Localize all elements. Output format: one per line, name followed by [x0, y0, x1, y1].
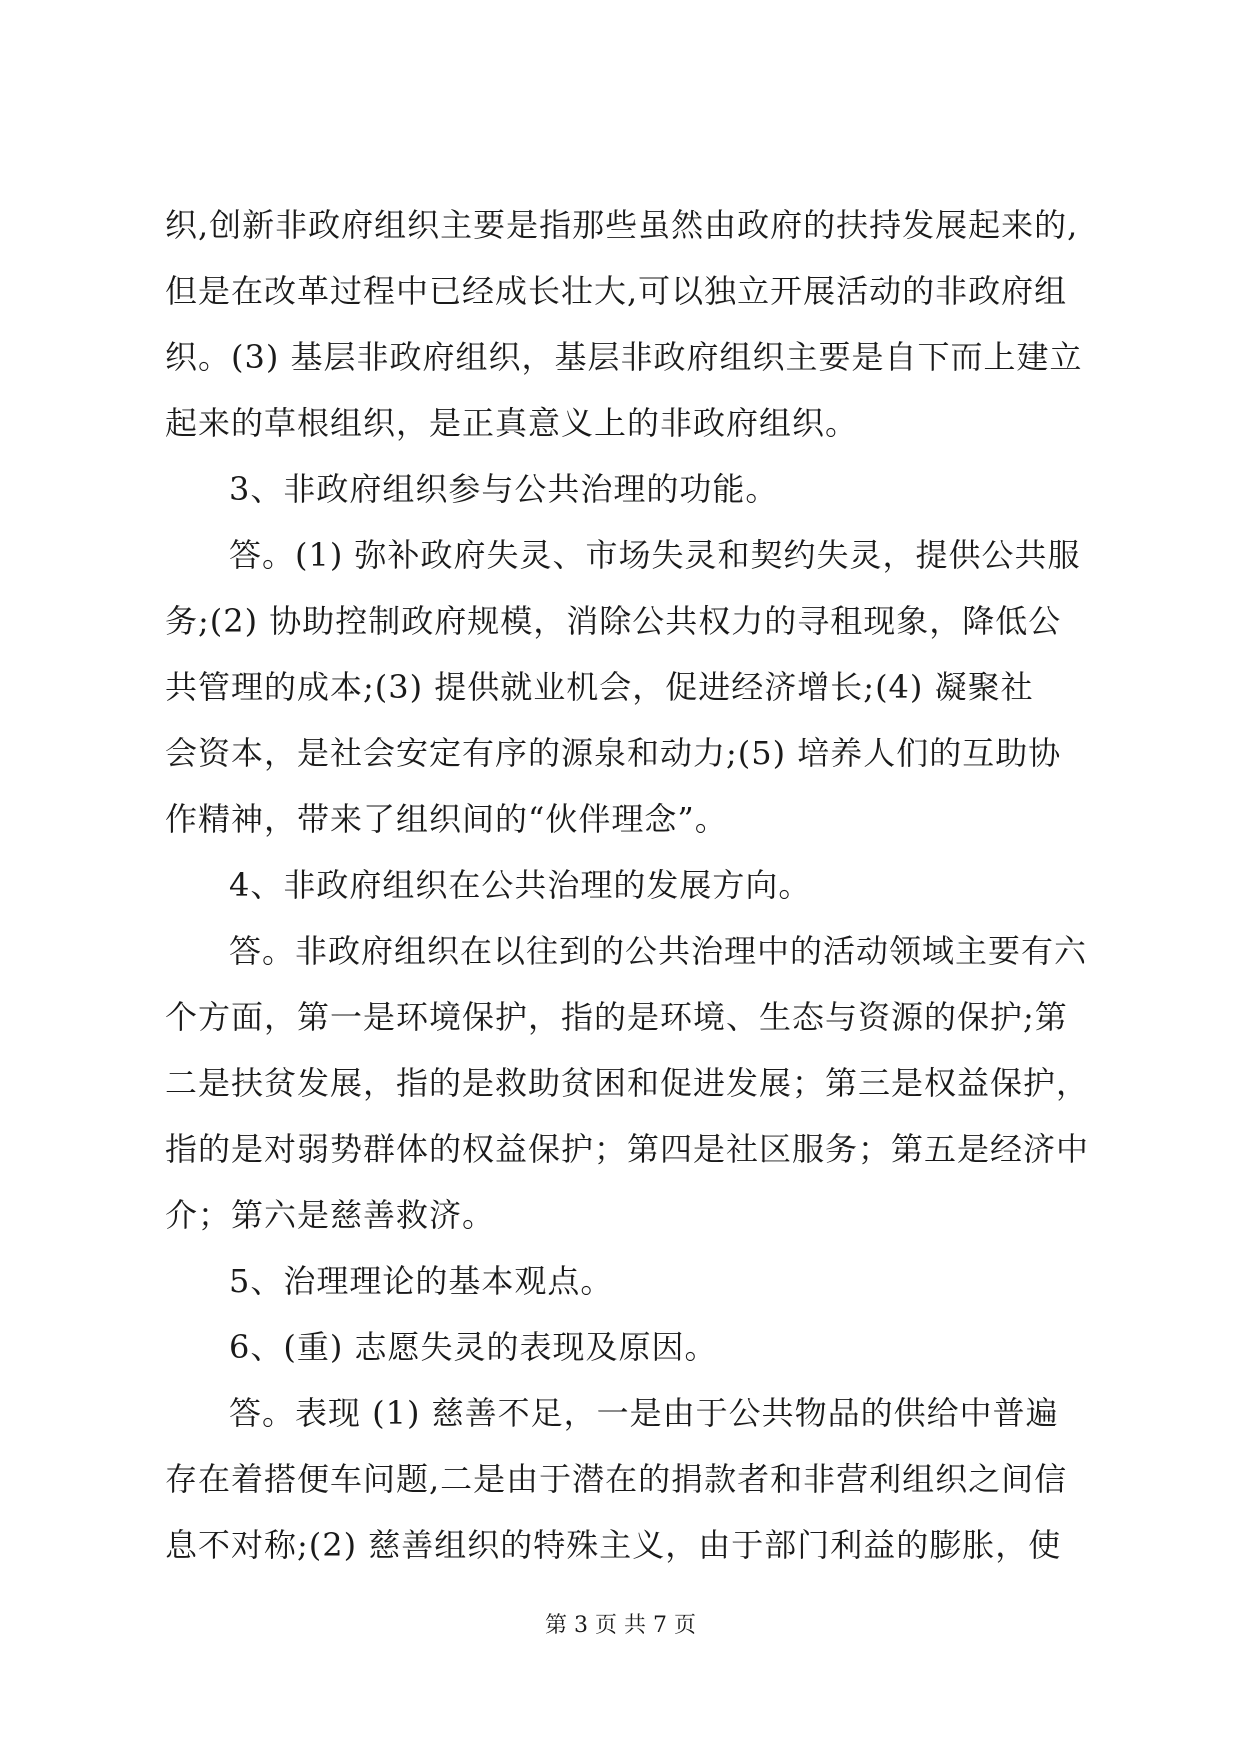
section-heading: 5、治理理论的基本观点。: [229, 1262, 614, 1300]
section-heading: 4、非政府组织在公共治理的发展方向。: [229, 866, 812, 904]
text-line: 介；第六是慈善救济。: [165, 1196, 496, 1234]
text-line: 存在着搭便车问题,二是由于潜在的捐款者和非营利组织之间信: [165, 1460, 1068, 1498]
section-heading: 6、(重) 志愿失灵的表现及原因。: [229, 1328, 718, 1366]
text-line: 起来的草根组织，是正真意义上的非政府组织。: [165, 404, 859, 442]
text-line: 息不对称;(2) 慈善组织的特殊主义，由于部门利益的膨胀，使: [165, 1526, 1062, 1564]
text-line: 二是扶贫发展，指的是救助贫困和促进发展；第三是权益保护，: [165, 1064, 1090, 1102]
text-line: 共管理的成本;(3) 提供就业机会，促进经济增长;(4) 凝聚社: [165, 668, 1034, 706]
text-line: 指的是对弱势群体的权益保护；第四是社区服务；第五是经济中: [165, 1130, 1090, 1168]
text-line: 织。(3) 基层非政府组织，基层非政府组织主要是自下而上建立: [165, 338, 1083, 376]
text-line: 答。非政府组织在以往到的公共治理中的活动领域主要有六: [229, 932, 1088, 970]
text-line: 织,创新非政府组织主要是指那些虽然由政府的扶持发展起来的,: [165, 206, 1079, 244]
text-line: 但是在改革过程中已经成长壮大,可以独立开展活动的非政府组: [165, 272, 1068, 310]
text-line: 答。表现 (1) 慈善不足，一是由于公共物品的供给中普遍: [229, 1394, 1059, 1432]
page-number-footer: 第 3 页 共 7 页: [545, 1613, 696, 1638]
section-heading: 3、非政府组织参与公共治理的功能。: [229, 470, 779, 508]
text-line: 作精神，带来了组织间的“伙伴理念”。: [165, 800, 728, 838]
text-line: 答。(1) 弥补政府失灵、市场失灵和契约失灵，提供公共服: [229, 536, 1081, 574]
text-line: 务;(2) 协助控制政府规模，消除公共权力的寻租现象，降低公: [165, 602, 1062, 640]
text-line: 个方面，第一是环境保护，指的是环境、生态与资源的保护;第: [165, 998, 1068, 1036]
text-line: 会资本，是社会安定有序的源泉和动力;(5) 培养人们的互助协: [165, 734, 1062, 772]
